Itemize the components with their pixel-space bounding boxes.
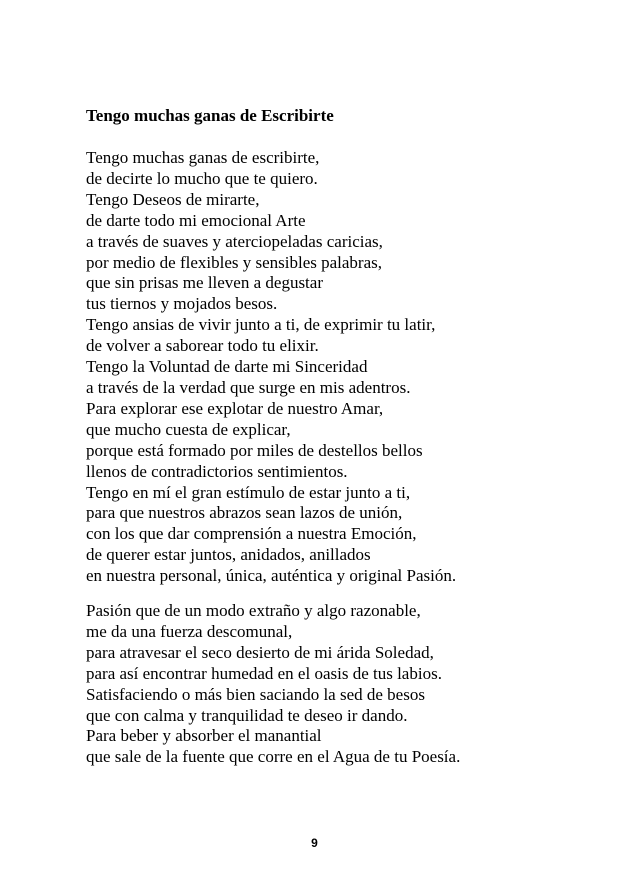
poem-title: Tengo muchas ganas de Escribirte: [86, 106, 334, 125]
stanza-2: [86, 601, 460, 768]
poem-line: para atravesar el seco desierto de mi árida Soledad,: [86, 642, 434, 662]
poem-line: de querer estar juntos, anidados, anillados: [86, 545, 371, 565]
poem-line: Pasión que de un modo extraño y algo razonable,: [86, 601, 421, 620]
poem-line: para que nuestros abrazos sean lazos de unión,: [86, 503, 403, 523]
poem-line: Tengo muchas ganas de escribirte,: [86, 148, 320, 167]
poem-line: a través de la verdad que surge en mis adentros.: [86, 377, 411, 397]
poem-line: a través de suaves y aterciopeladas caricias,: [86, 231, 383, 251]
poem-line: tus tiernos y mojados besos.: [86, 294, 278, 314]
poem-line: de decirte lo mucho que te quiero.: [86, 168, 318, 188]
poem-line: porque está formado por miles de destellos bellos: [86, 440, 423, 460]
poem-line: Tengo en mí el gran estímulo de estar junto a ti,: [86, 482, 411, 502]
poem-line: con los que dar comprensión a nuestra Emoción,: [86, 524, 417, 544]
poem-line: que mucho cuesta de explicar,: [86, 419, 291, 439]
poem-line: en nuestra personal, única, auténtica y original Pasión.: [86, 566, 457, 586]
poem-line: por medio de flexibles y sensibles palabras,: [86, 252, 383, 272]
poem-line: Para beber y absorber el manantial: [86, 726, 322, 746]
poem-line: que con calma y tranquilidad te deseo ir dando.: [86, 705, 408, 725]
page-number: 9: [311, 836, 318, 850]
poem-line: de volver a saborear todo tu elixir.: [86, 336, 319, 356]
poem-line: Tengo la Voluntad de darte mi Sinceridad: [86, 357, 368, 377]
poem-line: Satisfaciendo o más bien saciando la sed de besos: [86, 684, 425, 704]
poem-line: para así encontrar humedad en el oasis de tus labios.: [86, 663, 442, 683]
poem-line: que sin prisas me lleven a degustar: [86, 273, 323, 293]
poem-line: de darte todo mi emocional Arte: [86, 210, 306, 230]
poem-line: me da una fuerza descomunal,: [86, 621, 293, 641]
stanza-1: [86, 148, 456, 587]
poem-line: Tengo ansias de vivir junto a ti, de exprimir tu latir,: [86, 315, 436, 335]
poem-line: llenos de contradictorios sentimientos.: [86, 461, 348, 481]
poem-line: que sale de la fuente que corre en el Agua de tu Poesía.: [86, 747, 461, 767]
poem-line: Tengo Deseos de mirarte,: [86, 189, 260, 209]
poem-line: Para explorar ese explotar de nuestro Amar,: [86, 398, 384, 418]
